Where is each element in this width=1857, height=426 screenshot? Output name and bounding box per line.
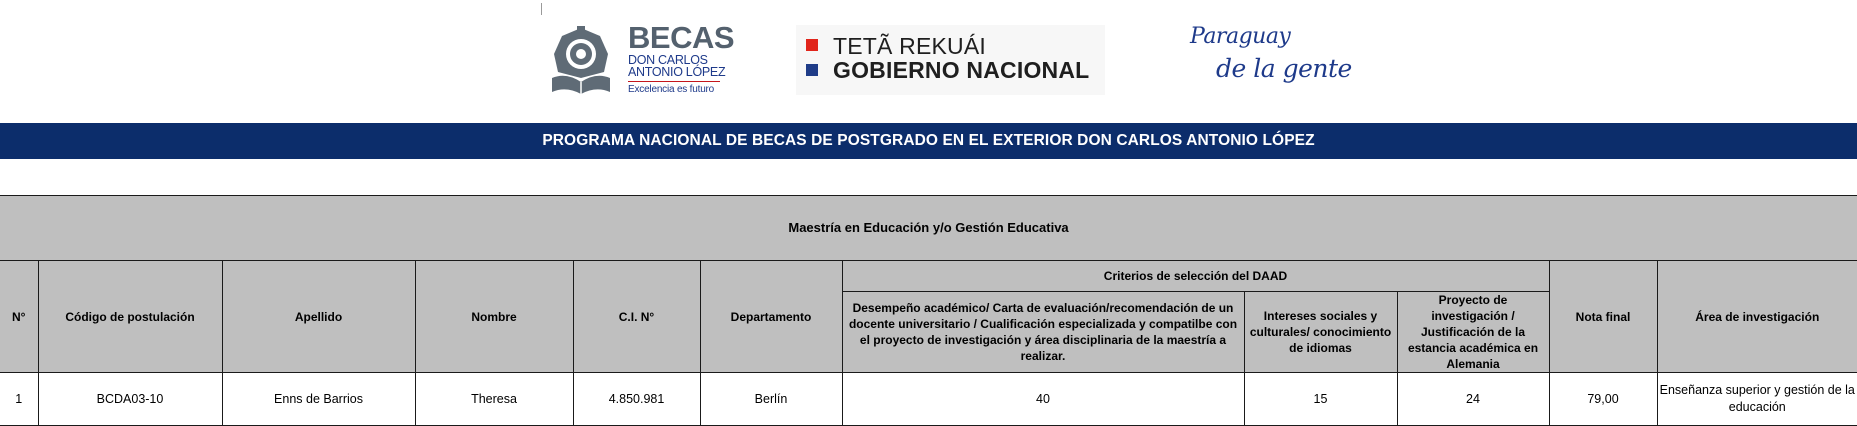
cell-numero: 1 [0,373,38,426]
becas-divider [628,81,720,82]
cell-departamento: Berlín [700,373,842,426]
cell-criterio-2: 15 [1244,373,1397,426]
gobierno-line-2: GOBIERNO NACIONAL [833,57,1090,83]
blue-square-icon [806,64,818,76]
header-criteria-group: Criterios de selección del DAAD [842,261,1549,292]
becas-logo [548,20,735,97]
becas-tagline: Excelencia es futuro [628,84,715,95]
header-nombre: Nombre [415,261,573,373]
cell-apellido: Enns de Barrios [222,373,415,426]
header-criterio-3: Proyecto de investigación / Justificación de la estancia académica en Alemania [1397,292,1549,373]
header-apellido: Apellido [222,261,415,373]
program-title: Maestría en Educación y/o Gestión Educativa [0,196,1857,261]
header-codigo: Código de postulación [38,261,222,373]
paraguay-logo [1190,22,1352,92]
gobierno-logo [796,25,1105,95]
cell-ci: 4.850.981 [573,373,700,426]
header-criterio-2: Intereses sociales y culturales/ conocimiento de idiomas [1244,292,1397,373]
header-departamento: Departamento [700,261,842,373]
selection-table [0,195,1857,426]
cell-criterio-1: 40 [842,373,1244,426]
text-cursor [541,3,542,15]
header-area: Área de investigación [1657,261,1857,373]
red-square-icon [806,39,818,51]
cell-nombre: Theresa [415,373,573,426]
gobierno-line-1: TETÃ REKUÁI [833,33,987,59]
becas-subtitle-2: ANTONIO LÓPEZ [628,65,726,79]
program-banner: PROGRAMA NACIONAL DE BECAS DE POSTGRADO EN EL EXTERIOR DON CARLOS ANTONIO LÓPEZ [0,123,1857,159]
header-nota: Nota final [1549,261,1657,373]
header-numero: N° [0,261,38,373]
cell-nota: 79,00 [1549,373,1657,426]
paraguay-line-2: de la gente [1216,54,1352,83]
header-ci: C.I. N° [573,261,700,373]
becas-subtitle-1: DON CARLOS [628,53,708,67]
cell-criterio-3: 24 [1397,373,1549,426]
cell-codigo: BCDA03-10 [38,373,222,426]
becas-word: BECAS [628,20,735,55]
paraguay-line-1: Paraguay [1190,24,1291,49]
becas-seal-icon [548,26,614,96]
table-row [0,373,1857,426]
logo-area [0,0,1857,122]
cell-area: Enseñanza superior y gestión de la educación [1657,373,1857,426]
header-criterio-1: Desempeño académico/ Carta de evaluación/recomendación de un docente universitario / Cualificación especializada y compatilbe con el proyecto de investigación y área disciplinaria de la maestría a realizar. [842,292,1244,373]
